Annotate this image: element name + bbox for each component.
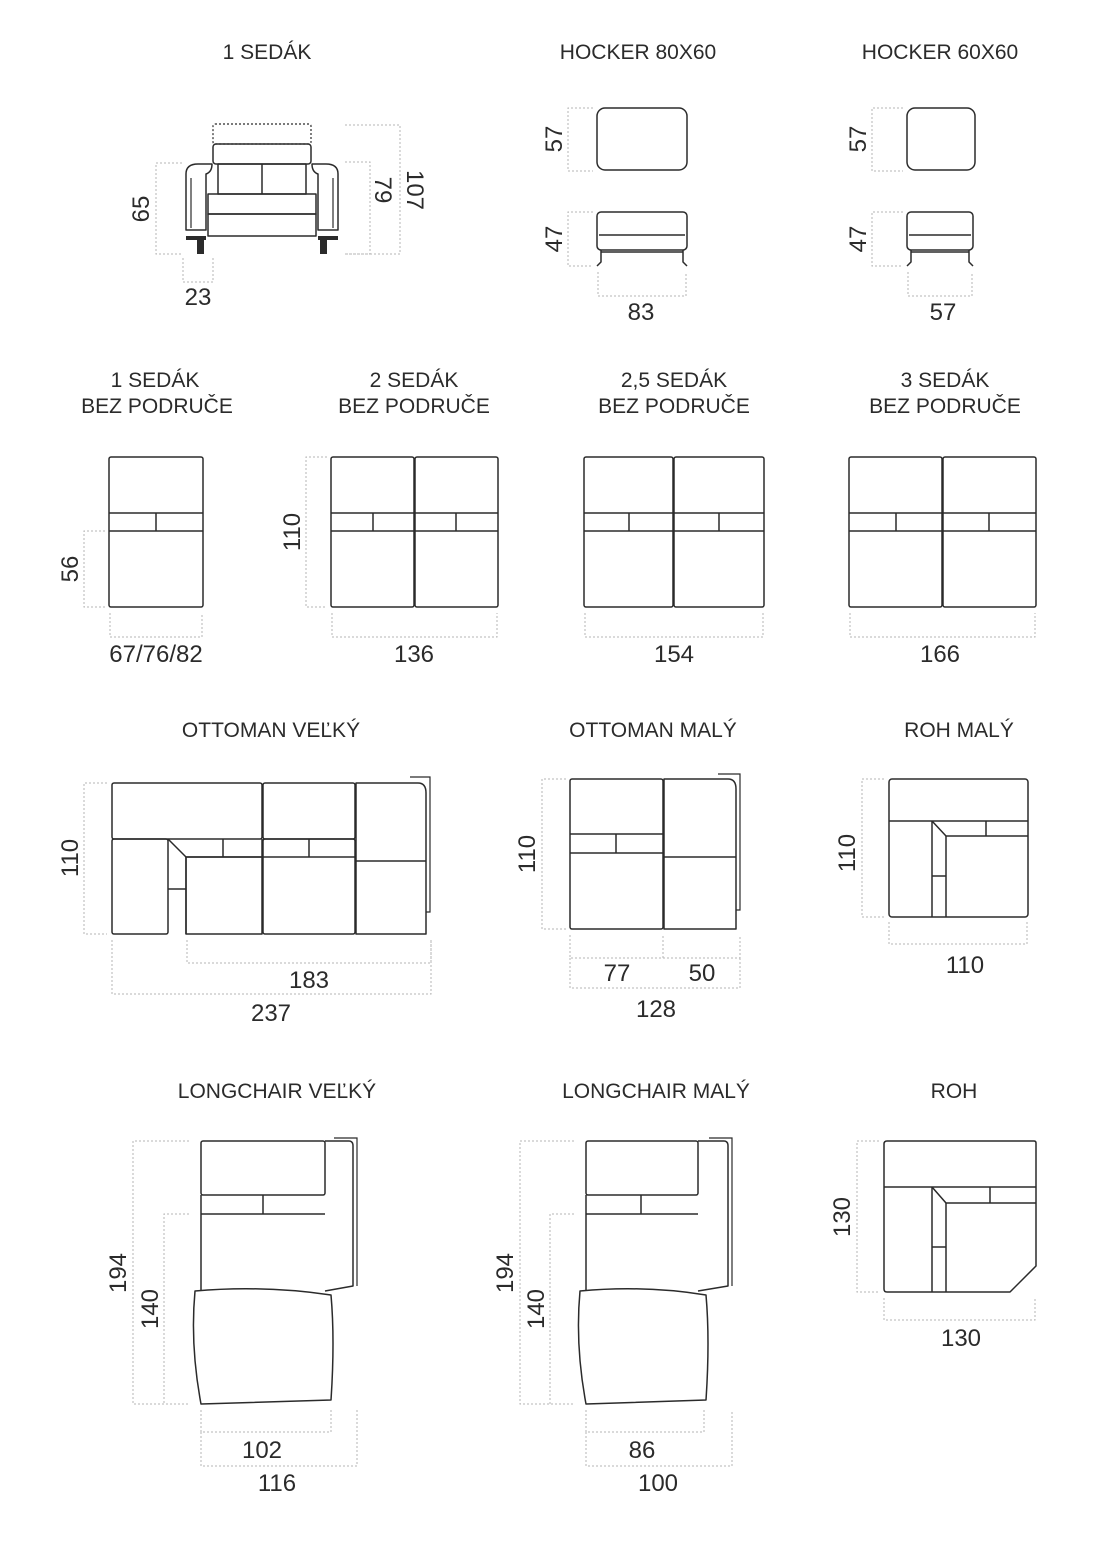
corner-small-section	[834, 719, 1028, 979]
ottoman-large-drawing	[112, 777, 430, 934]
three-seat-no-arm-title-line2: BEZ PODRUČE	[869, 395, 1021, 418]
two-half-seat-no-arm-dimension-lines	[585, 613, 763, 637]
three-seat-no-arm-dimension-lines	[850, 613, 1035, 637]
one-seat-no-arm-title-line2: BEZ PODRUČE	[81, 395, 233, 418]
dim-longchair-small-total-length: 194	[492, 1252, 519, 1294]
hocker-60x60-dimension-lines	[872, 108, 972, 296]
dim-ottoman-large-inner-width: 183	[288, 967, 330, 994]
hocker-60x60-title: HOCKER 60X60	[861, 41, 1019, 64]
dim-armchair-arm-width: 23	[184, 284, 212, 311]
ottoman-small-dimension-lines	[542, 779, 740, 988]
longchair-large-dimension-lines	[133, 1141, 357, 1466]
hocker-60x60-top-view	[907, 108, 975, 170]
ottoman-small-section	[514, 719, 740, 1023]
dim-two-half-seat-no-arm-width: 154	[653, 641, 695, 668]
one-seat-no-arm-drawing	[109, 457, 203, 607]
hocker-60x60-side-view	[907, 212, 973, 266]
armchair-drawing	[186, 124, 338, 254]
ottoman-large-dimension-lines	[84, 783, 431, 994]
dim-longchair-large-total-width: 116	[257, 1470, 297, 1497]
corner-drawing	[884, 1141, 1036, 1292]
two-seat-no-arm-title-line2: BEZ PODRUČE	[338, 395, 490, 418]
longchair-small-drawing	[578, 1138, 732, 1404]
corner-small-drawing	[889, 779, 1028, 917]
dim-hocker-60x60-depth: 57	[845, 125, 872, 153]
hocker-80x60-side-view	[597, 212, 687, 266]
dim-longchair-small-total-width: 100	[637, 1470, 679, 1497]
hocker-80x60-dimension-lines	[568, 108, 686, 296]
dim-ottoman-small-ottoman-width: 50	[688, 960, 716, 987]
longchair-large-section	[105, 1080, 376, 1497]
hocker-80x60-title: HOCKER 80X60	[559, 41, 717, 64]
dim-two-seat-no-arm-width: 136	[393, 641, 435, 668]
dim-longchair-small-seat-length: 140	[523, 1288, 550, 1330]
one-seat-no-arm-title-line1: 1 SEDÁK	[110, 369, 200, 392]
dim-corner-depth: 130	[829, 1196, 856, 1238]
corner-small-title: ROH MALÝ	[904, 719, 1014, 742]
three-seat-no-arm-title-line1: 3 SEDÁK	[900, 369, 990, 392]
dim-armchair-seat-height: 65	[128, 195, 155, 223]
dim-longchair-large-seat-width: 102	[241, 1437, 283, 1464]
longchair-small-section	[492, 1080, 750, 1497]
ottoman-small-title: OTTOMAN MALÝ	[569, 719, 737, 742]
two-seat-no-arm-section	[279, 369, 498, 668]
dim-hocker-80x60-width: 83	[627, 299, 655, 326]
corner-section	[829, 1080, 1036, 1352]
longchair-small-title: LONGCHAIR MALÝ	[562, 1080, 750, 1103]
dim-armchair-max-height: 107	[401, 169, 428, 211]
dim-corner-small-depth: 110	[834, 833, 861, 873]
corner-title: ROH	[930, 1080, 978, 1103]
dim-armchair-height: 79	[369, 176, 396, 204]
dim-hocker-60x60-width: 57	[929, 299, 957, 326]
dim-ottoman-large-total-width: 237	[250, 1000, 292, 1027]
armchair-dimension-lines	[156, 125, 400, 282]
two-half-seat-no-arm-drawing	[584, 457, 764, 607]
longchair-large-drawing	[193, 1138, 357, 1404]
ottoman-large-title: OTTOMAN VEĽKÝ	[181, 719, 361, 742]
one-seat-no-arm-dimension-lines	[84, 531, 202, 637]
dim-two-seat-no-arm-depth: 110	[279, 512, 306, 552]
two-half-seat-no-arm-title-line2: BEZ PODRUČE	[598, 395, 750, 418]
armchair-title: 1 SEDÁK	[222, 41, 312, 64]
dim-ottoman-small-seat-width: 77	[603, 960, 631, 987]
three-seat-no-arm-section	[849, 369, 1036, 668]
longchair-small-dimension-lines	[520, 1141, 732, 1466]
two-half-seat-no-arm-section	[584, 369, 764, 668]
two-seat-no-arm-dimension-lines	[306, 457, 497, 637]
dim-hocker-80x60-depth: 57	[541, 125, 568, 153]
dim-corner-small-width: 110	[945, 952, 985, 979]
two-half-seat-no-arm-title-line1: 2,5 SEDÁK	[620, 369, 728, 392]
armchair-section	[128, 41, 428, 311]
corner-small-dimension-lines	[862, 779, 1027, 944]
two-seat-no-arm-drawing	[331, 457, 498, 607]
hocker-60x60-section	[845, 41, 1018, 326]
hocker-80x60-section	[541, 41, 716, 326]
dim-hocker-60x60-height: 47	[845, 225, 872, 253]
hocker-80x60-top-view	[597, 108, 687, 170]
dim-ottoman-large-depth: 110	[57, 838, 84, 878]
ottoman-small-drawing	[570, 774, 740, 929]
dim-one-seat-no-arm-depth: 56	[57, 555, 84, 583]
dim-one-seat-no-arm-width: 67/76/82	[109, 641, 203, 668]
dim-hocker-80x60-height: 47	[541, 225, 568, 253]
two-seat-no-arm-title-line1: 2 SEDÁK	[369, 369, 459, 392]
dim-ottoman-small-depth: 110	[514, 834, 541, 874]
three-seat-no-arm-drawing	[849, 457, 1036, 607]
dim-three-seat-no-arm-width: 166	[919, 641, 961, 668]
dim-ottoman-small-total-width: 128	[635, 996, 677, 1023]
longchair-large-title: LONGCHAIR VEĽKÝ	[177, 1080, 377, 1103]
one-seat-no-arm-section	[57, 369, 233, 668]
ottoman-large-section	[57, 719, 431, 1027]
dim-longchair-large-seat-length: 140	[137, 1288, 164, 1330]
dim-longchair-small-seat-width: 86	[628, 1437, 656, 1464]
dim-corner-width: 130	[940, 1325, 982, 1352]
dim-longchair-large-total-length: 194	[105, 1252, 132, 1294]
